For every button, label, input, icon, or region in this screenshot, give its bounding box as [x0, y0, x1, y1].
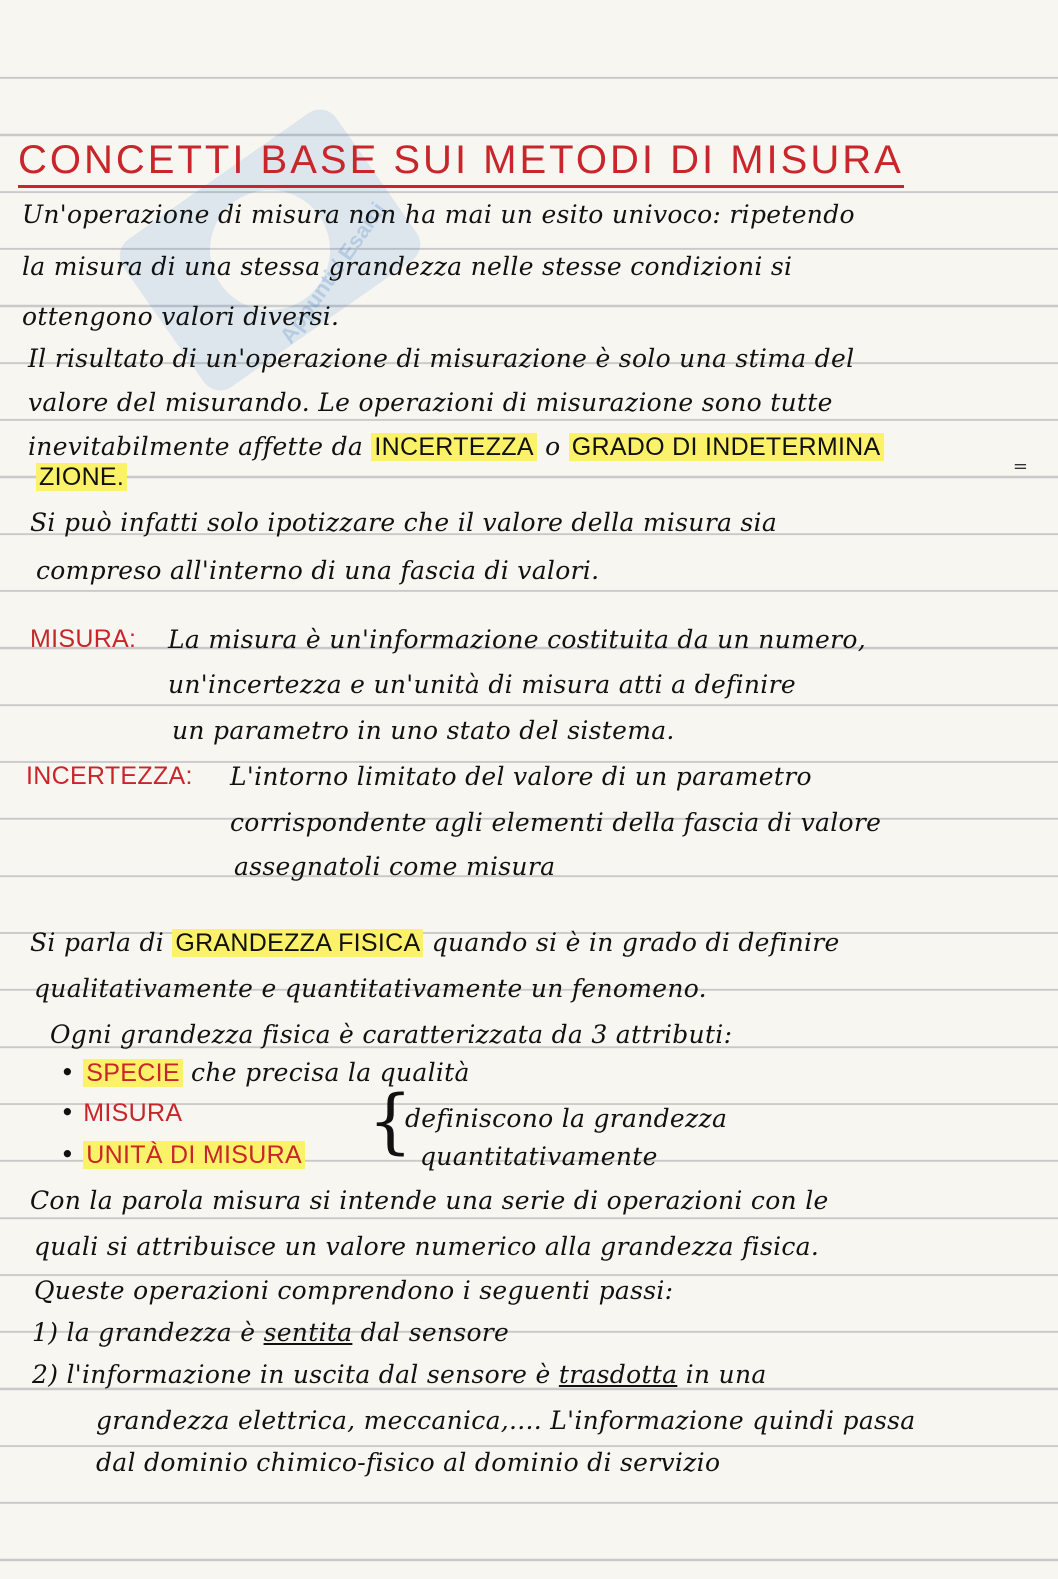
step-1	[32, 1318, 509, 1347]
def-incertezza-line3: assegnatoli come misura	[234, 852, 556, 881]
highlight-grandezza-fisica: GRANDEZZA FISICA	[172, 929, 423, 957]
highlight-grado-2: ZIONE.	[36, 463, 127, 491]
step-2-line3: dal dominio chimico-fisico al dominio di servizio	[96, 1448, 721, 1477]
step-1-post: dal sensore	[360, 1318, 510, 1347]
p3-line2: compreso all'interno di una fascia di valori.	[36, 556, 600, 585]
p4-line3: Queste operazioni comprendono i seguenti passi:	[34, 1276, 674, 1305]
step-2-line2: grandezza elettrica, meccanica,.... L'informazione quindi passa	[96, 1406, 916, 1435]
p1-line2: la misura di una stessa grandezza nelle stesse condizioni si	[22, 252, 793, 281]
attribute-unita	[60, 1140, 305, 1170]
step-2-post: in una	[685, 1360, 767, 1389]
p2-line3	[28, 432, 884, 462]
def-misura-line3: un parametro in uno stato del sistema.	[172, 716, 675, 745]
grandezza-line2: qualitativamente e quantitativamente un fenomeno.	[34, 974, 707, 1003]
watermark-logo-icon	[73, 57, 468, 442]
def-misura-line1: La misura è un'informazione costituita da un numero,	[168, 625, 866, 654]
bullet-icon: •	[60, 1098, 76, 1127]
p4-line1: Con la parola misura si intende una serie di operazioni con le	[30, 1186, 829, 1215]
p3-line1: Si può infatti solo ipotizzare che il valore della misura sia	[30, 508, 778, 537]
step-1-num: 1)	[32, 1318, 59, 1347]
def-incertezza-line2: corrispondente agli elementi della fascia di valore	[230, 808, 882, 837]
grandezza-post: quando si è in grado di definire	[431, 928, 840, 957]
step-2-pre: l'informazione in uscita dal sensore è	[66, 1360, 551, 1389]
def-incertezza-line1: L'intorno limitato del valore di un parametro	[230, 762, 812, 791]
grandezza-line3: Ogni grandezza fisica è caratterizzata da 3 attributi:	[50, 1020, 733, 1049]
attribute-unita-name: UNITÀ DI MISURA	[83, 1141, 305, 1169]
p2-line3-text: inevitabilmente affette da	[28, 432, 364, 461]
curly-brace-icon: {	[368, 1080, 413, 1162]
page-title: CONCETTI BASE SUI METODI DI MISURA	[18, 138, 904, 188]
bullet-icon: •	[60, 1140, 76, 1169]
step-2-key: trasdotta	[558, 1360, 678, 1389]
brace-text-line1: definiscono la grandezza	[405, 1104, 728, 1133]
attribute-misura	[60, 1098, 182, 1128]
def-incertezza-term: INCERTEZZA:	[26, 762, 193, 790]
grandezza-pre: Si parla di	[30, 928, 165, 957]
step-1-key: sentita	[263, 1318, 353, 1347]
p2-line2: valore del misurando. Le operazioni di misurazione sono tutte	[28, 388, 833, 417]
highlight-incertezza: INCERTEZZA	[371, 433, 537, 461]
brace-text-line2: quantitativamente	[420, 1142, 658, 1171]
p4-line2: quali si attribuisce un valore numerico alla grandezza fisica.	[34, 1232, 820, 1261]
attribute-misura-name: MISURA	[83, 1099, 183, 1127]
equals-mark: =	[1012, 456, 1028, 477]
step-2	[32, 1360, 767, 1389]
conj-o: o	[545, 432, 561, 461]
p1-line3: ottengono valori diversi.	[22, 302, 340, 331]
p1-line1: Un'operazione di misura non ha mai un esito univoco: ripetendo	[22, 200, 855, 229]
p2-line1: Il risultato di un'operazione di misurazione è solo una stima del	[28, 344, 855, 373]
highlight-grado: GRADO DI INDETERMINA	[569, 433, 884, 461]
grandezza-line1	[30, 928, 840, 958]
def-misura-line2: un'incertezza e un'unità di misura atti a definire	[168, 670, 796, 699]
watermark-text: Appunti / Esami	[274, 197, 391, 348]
def-misura-term: MISURA:	[30, 625, 137, 653]
attribute-specie-name: SPECIE	[83, 1059, 183, 1087]
attribute-specie-desc: che precisa la qualità	[191, 1058, 470, 1087]
p2-line4	[36, 462, 127, 492]
step-2-num: 2)	[32, 1360, 59, 1389]
step-1-pre: la grandezza è	[66, 1318, 256, 1347]
bullet-icon: •	[60, 1058, 76, 1087]
